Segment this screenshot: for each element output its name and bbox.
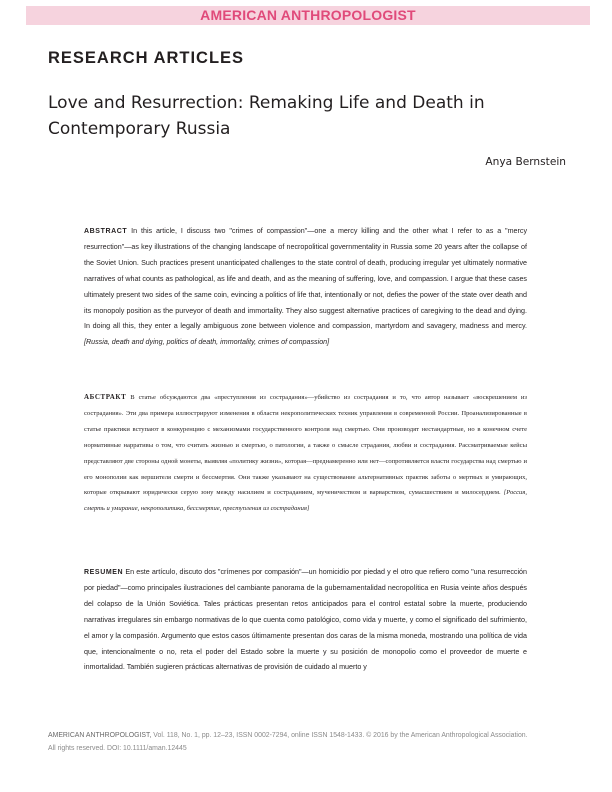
journal-banner: [26, 6, 590, 25]
footer-rights: All rights reserved. DOI: 10.1111/aman.12445: [48, 745, 187, 752]
abstract-english: [84, 224, 527, 351]
section-heading: RESEARCH ARTICLES: [48, 49, 245, 67]
abstract-spanish: [84, 565, 527, 676]
abstract-body: In this article, I discuss two "crimes of compassion"—one a mercy killing and the other what I refer to as a "mercy resurrection"—as key illustrations of the changing landscape of necropolitical governmentality in Russia some 20 years after the collapse of the Soviet Union. Such practices present unanticipated challenges to the state control of death, producing irregular yet ultimately normative narratives of what counts as pathological, as life and death, and as the meaning of suffering, love, and compassion. I argue that these cases ultimately present two sides of the same coin, evincing a politics of life that, intentionally or not, defies the power of the state over death and its monopoly position as the purveyor of death and immortality. They also suggest alternative practices of caregiving to the dead and dying. In doing all this, they enter a legally ambiguous zone between violence and compassion, martyrdom and savagery, madness and mercy.: [84, 227, 528, 331]
abstract-keywords: [Россия, смерть и умирание, некрополитика, бессмертие, преступления из сострадания]: [84, 489, 527, 513]
abstract-russian: [84, 390, 527, 517]
abstract-label: RESUMEN: [84, 569, 124, 576]
journal-name: AMERICAN ANTHROPOLOGIST: [200, 7, 416, 23]
footer-citation: Vol. 118, No. 1, pp. 12–23, ISSN 0002-7294, online ISSN 1548-1433. © 2016 by the American Anthropological Association.: [153, 732, 528, 739]
page-footer: [48, 729, 568, 755]
abstract-body: En este artículo, discuto dos "crímenes por compasión"—un homicidio por piedad y el otro que refiero como "una resurrección por piedad"—como principales ilustraciones del cambiante panorama de la gubernamentalidad necropolítica en Rusia veinte años después del colapso de la Unión Soviética. Tales prácticas presentan retos anticipados para el control estatal sobre la muerte, produciendo narrativas irregulares sin embargo normativas de lo que cuenta como patológico, como vida y muerte, y como el significado del sufrimiento, el amor y la compasión. Argumento que estos casos últimamente presentan dos caras de la misma moneda, mostrando una política de vida que, intencionalmente o no, reta el poder del Estado sobre la muerte y su posición de monopolio como el proveedor de muerte e inmortalidad. También sugieren prácticas alternativas de provisión de cuidado al muerto y: [84, 568, 527, 672]
author-name: Anya Bernstein: [485, 156, 566, 168]
abstract-body: В статье обсуждаются два «преступления из сострадания»—убийство из сострадания и то, что автор называет «воскрешением из сострадания». Эти два примера иллюстрируют изменения в области некрополитических техник управления в современной России. Проанализированные в статье практики вступают в конкуренцию с механизмами государственного контроля над смертью. Они производят нестандартные, но в конечном счете нормативные нарративы о том, что считать жизнью и смертью, о патологии, а также о смысле страдания, любви и сострадания. Рассматриваемые кейсы представляют две стороны одной монеты, выявляя «политику жизни», которая—преднамеренно или нет—сопротивляется власти государства над смертью и его монополии как вершителя смерти и бессмертия. Они также указывают на существование альтернативных практик заботы о мертвых и умирающих, которые открывают юридически серую зону между насилием и состраданием, мученичеством и варварством, сумасшествием и милосердием.: [84, 394, 527, 497]
article-title: Love and Resurrection: Remaking Life and Death in Contemporary Russia: [48, 93, 485, 139]
abstract-keywords: [Russia, death and dying, politics of death, immortality, crimes of compassion]: [84, 338, 330, 347]
abstract-label: АБСТРАКТ: [84, 393, 127, 401]
footer-journal: AMERICAN ANTHROPOLOGIST,: [48, 732, 152, 739]
abstract-label: ABSTRACT: [84, 228, 128, 235]
